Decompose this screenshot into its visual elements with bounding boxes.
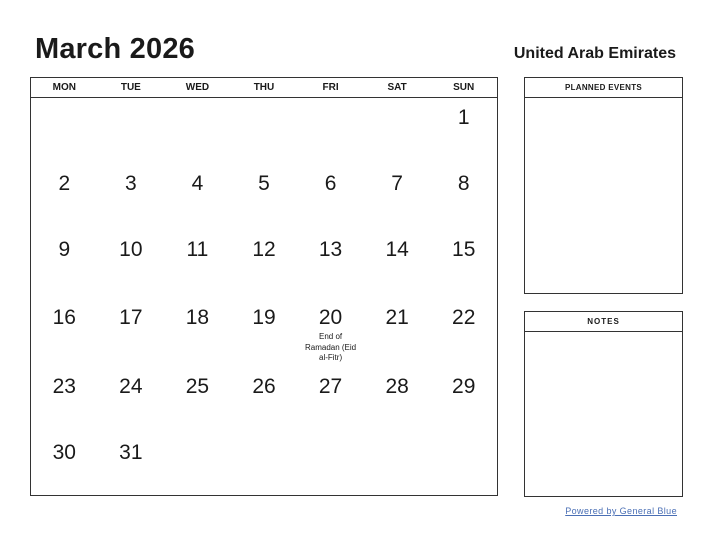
day-number: 31 bbox=[119, 441, 143, 464]
day-cell bbox=[98, 164, 165, 230]
day-cell bbox=[164, 298, 231, 367]
empty-day-cell bbox=[430, 433, 497, 499]
day-number: 19 bbox=[252, 306, 276, 329]
country-label: United Arab Emirates bbox=[513, 45, 676, 62]
day-number: 27 bbox=[318, 375, 343, 398]
day-number: 11 bbox=[186, 238, 209, 261]
day-number: 4 bbox=[191, 172, 204, 195]
empty-day-cell bbox=[364, 98, 431, 164]
notes-heading: NOTES bbox=[525, 312, 682, 332]
day-cell bbox=[231, 164, 298, 230]
day-cell bbox=[31, 164, 98, 230]
day-cell bbox=[31, 367, 98, 433]
day-cell bbox=[164, 367, 231, 433]
empty-day-cell bbox=[231, 433, 298, 499]
day-number: 5 bbox=[258, 172, 270, 195]
day-number: 29 bbox=[452, 375, 476, 398]
empty-day-cell bbox=[297, 98, 364, 164]
day-number: 12 bbox=[252, 238, 276, 261]
day-number: 22 bbox=[452, 306, 476, 329]
day-cell bbox=[364, 367, 431, 433]
holiday-label: End of Ramadan (Eid al-Fitr) bbox=[304, 332, 357, 362]
weekday-thu: THU bbox=[253, 82, 275, 93]
day-cell bbox=[31, 298, 98, 367]
day-number: 21 bbox=[385, 306, 409, 329]
powered-by-link[interactable]: Powered by General Blue bbox=[565, 506, 677, 516]
day-cell bbox=[164, 164, 231, 230]
day-number: 26 bbox=[252, 375, 276, 398]
empty-day-cell bbox=[231, 98, 298, 164]
day-cell bbox=[364, 164, 431, 230]
day-number: 14 bbox=[385, 238, 409, 261]
day-number: 10 bbox=[119, 238, 143, 261]
day-number: 8 bbox=[457, 172, 470, 195]
day-number: 30 bbox=[52, 441, 76, 464]
day-cell bbox=[231, 298, 298, 367]
day-number: 20 bbox=[318, 306, 343, 329]
empty-day-cell bbox=[364, 433, 431, 499]
day-cell bbox=[364, 298, 431, 367]
day-cell bbox=[297, 230, 364, 298]
day-cell bbox=[430, 230, 497, 298]
weekday-mon: MON bbox=[52, 82, 76, 93]
day-cell bbox=[98, 230, 165, 298]
empty-day-cell bbox=[98, 98, 165, 164]
day-cell bbox=[164, 230, 231, 298]
day-number: 6 bbox=[324, 172, 337, 195]
day-cell bbox=[31, 230, 98, 298]
day-cell bbox=[430, 298, 497, 367]
day-cell bbox=[297, 367, 364, 433]
notes-panel bbox=[524, 311, 683, 497]
day-number: 24 bbox=[119, 375, 143, 398]
weekday-sun: SUN bbox=[453, 82, 475, 93]
day-number: 23 bbox=[52, 375, 76, 398]
empty-day-cell bbox=[164, 98, 231, 164]
day-number: 28 bbox=[385, 375, 409, 398]
page-title: March 2026 bbox=[35, 33, 195, 65]
day-cell bbox=[31, 433, 98, 499]
day-cell bbox=[231, 367, 298, 433]
day-number: 1 bbox=[457, 106, 470, 129]
day-cell bbox=[98, 298, 165, 367]
weekday-header-row bbox=[31, 78, 497, 98]
day-number: 3 bbox=[125, 172, 137, 195]
day-cell bbox=[297, 164, 364, 230]
planned-events-panel bbox=[524, 77, 683, 294]
day-number: 15 bbox=[452, 238, 476, 261]
calendar-grid bbox=[31, 98, 497, 499]
day-number: 25 bbox=[185, 375, 210, 398]
day-number: 7 bbox=[391, 172, 403, 195]
day-number: 2 bbox=[58, 172, 71, 195]
day-cell bbox=[98, 367, 165, 433]
weekday-fri: FRI bbox=[322, 82, 339, 93]
day-number: 9 bbox=[58, 238, 71, 261]
day-cell bbox=[364, 230, 431, 298]
weekday-wed: WED bbox=[185, 82, 210, 93]
day-number: 17 bbox=[119, 306, 143, 329]
day-cell bbox=[231, 230, 298, 298]
planned-events-heading: PLANNED EVENTS bbox=[525, 78, 682, 98]
empty-day-cell bbox=[164, 433, 231, 499]
weekday-tue: TUE bbox=[120, 82, 141, 93]
weekday-sat: SAT bbox=[387, 82, 407, 93]
day-number: 18 bbox=[185, 306, 210, 329]
empty-day-cell bbox=[31, 98, 98, 164]
day-number: 16 bbox=[52, 306, 76, 329]
empty-day-cell bbox=[297, 433, 364, 499]
day-cell bbox=[430, 98, 497, 164]
day-cell bbox=[430, 164, 497, 230]
day-number: 13 bbox=[318, 238, 343, 261]
day-cell bbox=[98, 433, 165, 499]
day-cell bbox=[430, 367, 497, 433]
month-calendar bbox=[30, 77, 498, 496]
day-cell bbox=[297, 298, 364, 367]
